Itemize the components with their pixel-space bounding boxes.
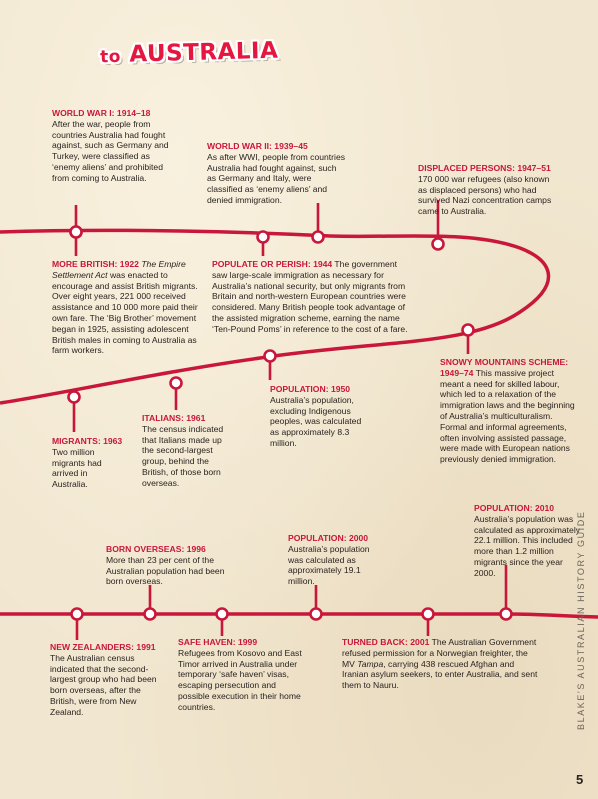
- event-heading: BORN OVERSEAS: 1996: [106, 544, 206, 554]
- event-population-1950: [270, 384, 370, 449]
- event-turned-back: [342, 637, 540, 691]
- book-title-vertical: BLAKE'S AUSTRALIAN HISTORY GUIDE: [576, 510, 586, 730]
- event-heading: MIGRANTS: 1963: [52, 436, 123, 446]
- event-body: Two million migrants had arrived in Australia.: [52, 446, 102, 490]
- node-pop2000: [311, 609, 322, 620]
- event-body: was enacted to encourage and assist British migrants. Over eight years, 221 000 received assistance and 10 000 more paid their own fare. The ‘Big Brother’ movement began in 1925, assisting adolescent British males in coming to Australia as farm workers.: [52, 269, 198, 356]
- node-pop2010: [501, 609, 512, 620]
- event-body: Australia’s population was calculated as approximately 22.1 million. This included more than 1.2 million migrants since the year 2000.: [474, 513, 581, 578]
- event-heading: POPULATION: 2010: [474, 503, 555, 513]
- event-displaced-persons: [418, 163, 560, 217]
- title-prefix: to: [99, 46, 122, 68]
- event-heading: WORLD WAR I: 1914–18: [52, 108, 151, 118]
- event-heading: TURNED BACK: 2001: [342, 637, 430, 647]
- event-heading: WORLD WAR II: 1939–45: [207, 141, 308, 151]
- event-body: The Australian census indicated that the second-largest group who had been born overseas, after the British, were from New Zealand.: [50, 652, 157, 717]
- event-world-war-2: [207, 141, 347, 206]
- event-heading: POPULATION: 1950: [270, 384, 351, 394]
- event-body-continued: , carrying 438 rescued Afghan and Iranian asylum seekers, to enter Australia, and sent them to Nauru.: [342, 658, 538, 691]
- event-heading: SAFE HAVEN: 1999: [178, 637, 258, 647]
- event-body: Australia’s population, excluding Indigenous peoples, was calculated as approximately 8.3 million.: [270, 394, 362, 448]
- event-new-zealanders: [50, 642, 160, 718]
- event-population-2010: [474, 503, 582, 579]
- node-migrants: [69, 392, 80, 403]
- event-ship-name: Tampa: [357, 658, 384, 669]
- event-migrants: [52, 436, 124, 490]
- event-heading: POPULATION: 2000: [288, 533, 369, 543]
- event-heading: ITALIANS: 1961: [142, 413, 206, 423]
- event-body: The Australian Government refused permission for a Norwegian freighter, the MV: [342, 637, 537, 669]
- event-population-2000: [288, 533, 386, 587]
- event-body: 170 000 war refugees (also known as displaced persons) who had survived Nazi concentration camps came to Australia.: [418, 173, 552, 217]
- node-snowy: [463, 325, 474, 336]
- event-safe-haven: [178, 637, 302, 713]
- event-body: The government saw large-scale immigration as necessary for Australia’s national security, but only migrants from Britain and north-western European countries were considered. Many British people took advantage of the assisted migration scheme, earning the name ‘Ten-Pound Poms’ in reference to the cost of a fare.: [212, 259, 408, 334]
- node-safe-haven: [217, 609, 228, 620]
- event-more-british: [52, 259, 200, 356]
- node-pop1950: [265, 351, 276, 362]
- node-nz: [72, 609, 83, 620]
- event-snowy-mountains: [440, 357, 578, 465]
- node-more-british: [71, 227, 82, 238]
- event-world-war-1: [52, 108, 170, 184]
- event-body: Australia’s population was calculated as approximately 19.1 million.: [288, 543, 370, 587]
- event-born-overseas: [106, 544, 242, 587]
- event-body: Refugees from Kosovo and East Timor arrived in Australia under temporary ‘safe haven’ visas, escaping persecution and possible execution in their home countries.: [178, 647, 302, 712]
- node-italians: [171, 378, 182, 389]
- node-turned-back: [423, 609, 434, 620]
- event-heading: DISPLACED PERSONS: 1947–51: [418, 163, 551, 173]
- page-number: 5: [576, 772, 584, 787]
- event-body: As after WWI, people from countries Australia had fought against, such as Germany and Italy, were classified as ‘enemy aliens’ and denied immigration.: [207, 151, 346, 205]
- node-displaced: [433, 239, 444, 250]
- event-populate-or-perish: [212, 259, 410, 335]
- event-act-name: The Empire Settlement Act: [52, 259, 186, 280]
- node-populate: [258, 232, 269, 243]
- event-heading: MORE BRITISH: 1922: [52, 259, 139, 269]
- event-body: After the war, people from countries Australia had fought against, such as Germany and Turkey, were classified as ‘enemy aliens’ and prohibited from coming to Australia.: [52, 118, 169, 183]
- node-ww2: [313, 232, 324, 243]
- event-heading: POPULATE OR PERISH: 1944: [212, 259, 333, 269]
- event-body: More than 23 per cent of the Australian population had been born overseas.: [106, 554, 225, 587]
- node-born-overseas: [145, 609, 156, 620]
- event-heading: SNOWY MOUNTAINS SCHEME: 1949–74: [440, 357, 569, 378]
- event-heading: NEW ZEALANDERS: 1991: [50, 642, 156, 652]
- event-body: This massive project meant a need for skilled labour, which led to a relaxation of the immigration laws and the beginning of Australia’s multiculturalism. Formal and informal agreements, often involving assisted passage, were made with European nations previously denied immigration.: [440, 367, 575, 465]
- event-italians: [142, 413, 224, 489]
- event-body: The census indicated that Italians made up the second-largest group, behind the British, of those born overseas.: [142, 423, 224, 488]
- title-main: AUSTRALIA: [129, 37, 279, 68]
